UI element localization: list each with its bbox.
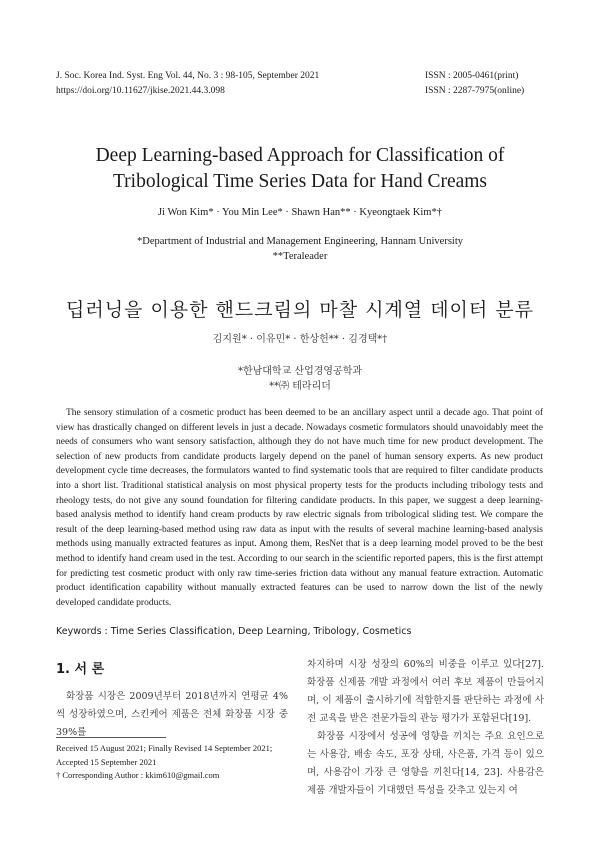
affiliation-ko-line-2: **㈜ 테라리더 bbox=[269, 381, 331, 392]
right-column bbox=[307, 656, 544, 800]
affiliation-en-line-1: *Department of Industrial and Management Engineering, Hannam University bbox=[137, 236, 463, 247]
affiliation-korean bbox=[0, 364, 600, 394]
issn-block bbox=[425, 69, 524, 99]
authors-korean: 김지원* · 이유민* · 한상헌** · 김경택*† bbox=[212, 334, 388, 345]
affiliation-english bbox=[0, 234, 600, 264]
issn-online: ISSN : 2287-7975(online) bbox=[425, 86, 525, 96]
corresponding-author: † Corresponding Author : kkim610@gmail.com bbox=[56, 770, 220, 780]
affiliation-en-line-2: **Teraleader bbox=[272, 251, 328, 262]
title-line-2: Tribological Time Series Data for Hand Creams bbox=[112, 171, 488, 192]
authors-english: Ji Won Kim* · You Min Lee* · Shawn Han** · Kyeongtaek Kim*† bbox=[158, 207, 442, 218]
keywords: Keywords : Time Series Classification, Deep Learning, Tribology, Cosmetics bbox=[56, 626, 412, 637]
title-line-1: Deep Learning-based Approach for Classification of bbox=[95, 145, 505, 166]
right-paragraph-1: 차지하며 시장 성장의 60%의 비중을 이루고 있다[27]. 화장품 신제품 개발 과정에서 여러 후보 제품이 만들어지며, 이 제품이 출시하기에 적합한지를 판단하는 과정에 사전 교육을 받은 전문가들의 관능 평가가 포함된다[19]. bbox=[307, 659, 544, 724]
footnote-divider bbox=[56, 737, 166, 738]
doi-link[interactable]: https://doi.org/10.11627/jkise.2021.44.3.098 bbox=[56, 86, 225, 96]
right-paragraph-2: 화장품 시장에서 성공에 영향을 끼치는 주요 요인으로는 사용감, 배송 속도, 포장 상태, 사은품, 가격 등이 있으며, 사용감이 가장 큰 영향을 끼친다[14, 23]. 사용감은 제품 개발자들이 기대했던 특성을 갖추고 있는지 여 bbox=[307, 731, 544, 796]
abstract: The sensory stimulation of a cosmetic product has been deemed to be an ancillary aspect until a decade ago. That point of view has drastically changed on different levels in just a decade. Nowadays cosmetic formulators should unavoidably meet the needs of consumers who want sensory satisfaction, although they do not have much time for new product development. The selection of new products from candidate products largely depend on the panel of human sensory experts. As new product development cycle time decreases, the formulators wanted to find systematic tools that are required to filter candidate products into a short list. Traditional statistical analysis on most physical property tests for the products including tribology tests and rheology tests, do not give any sound foundation for filtering candidate products. In this paper, we suggest a deep learning-based analysis method to identify hand cream products by raw electric signals from tribological sliding test. We compare the result of the deep learning-based method using raw data as input with the results of several machine learning-based analysis methods using manually extracted features as input. Among them, ResNet that is a deep learning model proved to be the best method to identify hand cream used in the test. According to our search in the scientific reported papers, this is the first attempt for predicting test cosmetic product with only raw time-series friction data without any manual feature extraction. Automatic product identification capability without manually extracted features can be used to narrow down the list of the newly developed candidate products. bbox=[56, 408, 543, 608]
affiliation-ko-line-1: *한남대학교 산업경영공학과 bbox=[237, 366, 363, 377]
footnote bbox=[56, 742, 296, 783]
intro-paragraph-left: 화장품 시장은 2009년부터 2018년까지 연평균 4%씩 성장하였으며, 스킨케어 제품은 전체 화장품 시장 중 39%를 bbox=[56, 691, 288, 738]
received-dates: Received 15 August 2021; Finally Revised 14 September 2021; Accepted 15 September 2021 bbox=[56, 743, 273, 767]
journal-citation: J. Soc. Korea Ind. Syst. Eng Vol. 44, No. 3 : 98-105, September 2021 bbox=[56, 71, 320, 81]
issn-print: ISSN : 2005-0461(print) bbox=[425, 71, 519, 81]
section-heading-introduction: 1. 서 론 bbox=[56, 662, 105, 677]
journal-header bbox=[56, 69, 319, 99]
paper-title bbox=[0, 143, 600, 195]
paper-title-korean: 딥러닝을 이용한 핸드크림의 마찰 시계열 데이터 분류 bbox=[65, 299, 535, 321]
